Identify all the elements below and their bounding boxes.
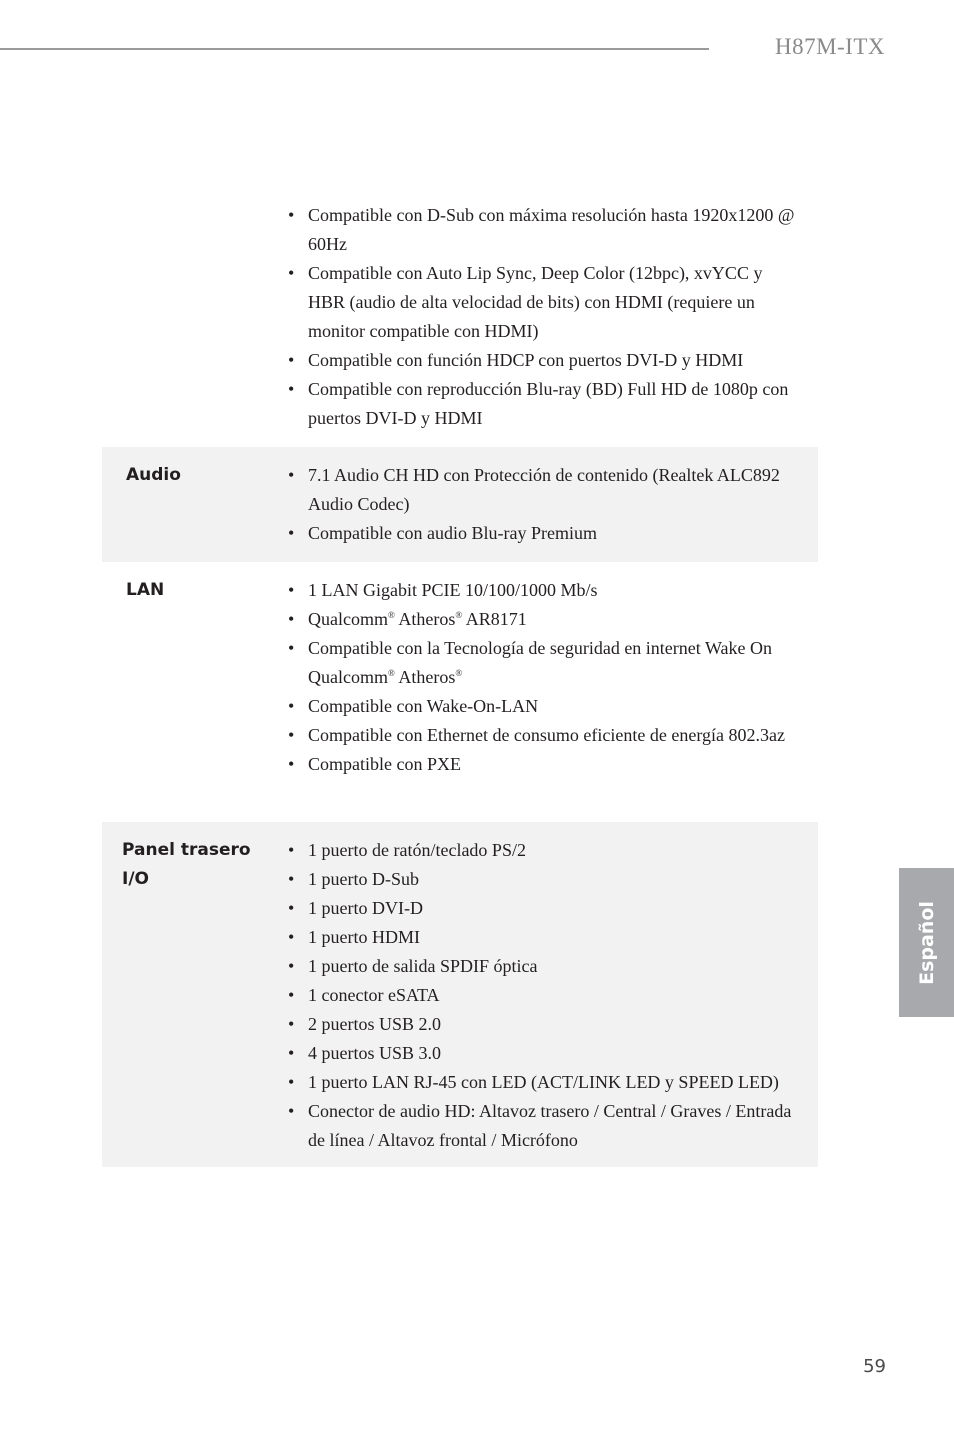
- language-tab-label: Español: [915, 900, 938, 985]
- list-item: • 2 puertos USB 2.0: [288, 1010, 798, 1039]
- list-item: • 4 puertos USB 3.0: [288, 1039, 798, 1068]
- spec-rear-io: [102, 822, 818, 1167]
- list-item: • Compatible con Wake-On-LAN: [288, 692, 798, 721]
- list-item: • Compatible con reproducción Blu-ray (BD) Full HD de 1080p con puertos DVI-D y HDMI: [288, 375, 798, 433]
- spec-graphics-continued: [102, 201, 818, 447]
- header-rule: [0, 48, 709, 50]
- list-item: • 1 puerto HDMI: [288, 923, 798, 952]
- list-item: • 1 LAN Gigabit PCIE 10/100/1000 Mb/s: [288, 576, 798, 605]
- spec-label-lan: LAN: [126, 580, 165, 600]
- lan-list: [288, 576, 798, 779]
- language-tab: [899, 868, 954, 1017]
- list-item: • 1 puerto D-Sub: [288, 865, 798, 894]
- audio-list: [288, 461, 798, 548]
- spec-label-rear-io: Panel trasero I/O: [122, 840, 251, 889]
- list-item: • Conector de audio HD: Altavoz trasero / Central / Graves / Entrada de línea / Altavoz frontal / Micrófono: [288, 1097, 798, 1155]
- list-item: • Compatible con Auto Lip Sync, Deep Color (12bpc), xvYCC y HBR (audio de alta velocidad de bits) con HDMI (requiere un monitor compatible con HDMI): [288, 259, 798, 346]
- list-item: • Compatible con Ethernet de consumo eficiente de energía 802.3az: [288, 721, 798, 750]
- list-item: • 1 puerto LAN RJ-45 con LED (ACT/LINK LED y SPEED LED): [288, 1068, 798, 1097]
- list-item: • Compatible con D-Sub con máxima resolución hasta 1920x1200 @ 60Hz: [288, 201, 798, 259]
- model-name: H87M-ITX: [774, 34, 885, 59]
- list-item: • Compatible con PXE: [288, 750, 798, 779]
- graphics-list: [288, 201, 798, 433]
- list-item: • Compatible con la Tecnología de seguridad en internet Wake On Qualcomm® Atheros®: [288, 634, 798, 692]
- list-item: • 1 puerto de ratón/teclado PS/2: [288, 836, 798, 865]
- list-item: • Compatible con audio Blu-ray Premium: [288, 519, 798, 548]
- page-number: 59: [863, 1356, 886, 1377]
- list-item: • 1 puerto DVI-D: [288, 894, 798, 923]
- rear-io-list: [288, 836, 798, 1155]
- list-item: • Compatible con función HDCP con puertos DVI-D y HDMI: [288, 346, 798, 375]
- list-item: • 1 conector eSATA: [288, 981, 798, 1010]
- spec-lan: [102, 562, 818, 822]
- list-item: • 7.1 Audio CH HD con Protección de contenido (Realtek ALC892 Audio Codec): [288, 461, 798, 519]
- list-item: • 1 puerto de salida SPDIF óptica: [288, 952, 798, 981]
- list-item: • Qualcomm® Atheros® AR8171: [288, 605, 798, 634]
- spec-audio: [102, 447, 818, 562]
- spec-label-audio: Audio: [126, 465, 181, 485]
